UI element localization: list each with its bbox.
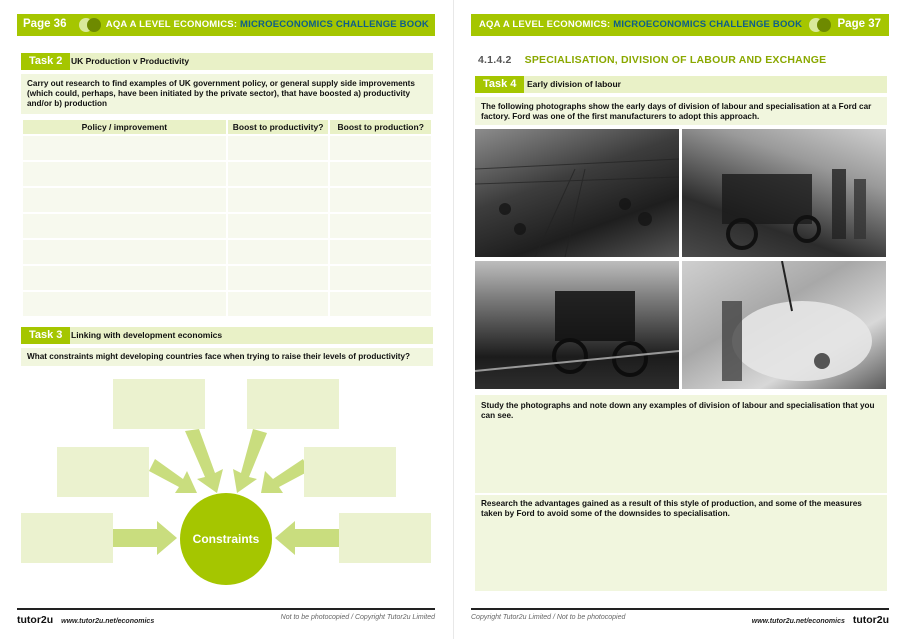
- task4-intro: The following photographs show the early days of division of labour and specialisation at a Ford car factory. Ford was one of the first manufacturers to adopt this approach.: [475, 97, 887, 125]
- page-header: [17, 14, 435, 36]
- table-cell[interactable]: [228, 188, 329, 212]
- left-page: [0, 0, 453, 639]
- task4-prompt-research: Research the advantages gained as a result of this style of production, and some of the measures taken by Ford to avoid some of the downsides to specialisation.: [475, 495, 887, 591]
- table-cell[interactable]: [330, 162, 431, 186]
- table-cell[interactable]: [330, 136, 431, 160]
- table-cell[interactable]: [23, 136, 226, 160]
- table-row: [23, 188, 431, 212]
- table-cell[interactable]: [23, 292, 226, 316]
- photo-graphic: [682, 261, 886, 389]
- table-cell[interactable]: [330, 188, 431, 212]
- constraint-box[interactable]: [247, 379, 339, 429]
- arrow-shape: [113, 521, 177, 555]
- photo-graphic: [682, 129, 886, 257]
- column-header-productivity: Boost to productivity?: [228, 120, 329, 134]
- footer-site[interactable]: www.tutor2u.net/economics: [751, 618, 845, 625]
- table-row: [23, 162, 431, 186]
- task2-bar: [21, 53, 433, 70]
- task2-tag: Task 2: [21, 53, 70, 70]
- photo-graphic: [475, 261, 679, 389]
- table-cell[interactable]: [228, 266, 329, 290]
- footer-notice: Not to be photocopied / Copyright Tutor2u Limited: [280, 614, 435, 621]
- footer-divider: [471, 608, 889, 610]
- task4-tag: Task 4: [475, 76, 524, 93]
- tutor2u-logo: tutor2u: [17, 614, 54, 626]
- tutor2u-logo: tutor2u: [852, 614, 889, 626]
- page-number: Page 36: [23, 18, 67, 30]
- table-row: [23, 292, 431, 316]
- table-cell[interactable]: [228, 214, 329, 238]
- book-title: AQA A LEVEL ECONOMICS: MICROECONOMICS CHALLENGE BOOK: [479, 19, 803, 30]
- table-cell[interactable]: [228, 136, 329, 160]
- arrow-shape: [149, 459, 197, 493]
- factory-photo-assembly-line: [475, 129, 679, 257]
- section-number: 4.1.4.2: [478, 54, 512, 66]
- constraint-box[interactable]: [339, 513, 431, 563]
- footer-right: [752, 614, 889, 626]
- column-header-policy: Policy / improvement: [23, 120, 226, 134]
- table-cell[interactable]: [330, 292, 431, 316]
- table-cell[interactable]: [23, 214, 226, 238]
- constraints-diagram: [17, 375, 435, 590]
- task2-title: UK Production v Productivity: [71, 56, 190, 66]
- factory-photo-body-assembly: [682, 261, 886, 389]
- task2-instructions: Carry out research to find examples of UK government policy, or general supply side improvements (which could, perhaps, have been initiated by the private sector), that have boosted a) productivity and/or b) production: [21, 74, 433, 114]
- constraints-circle: Constraints: [180, 493, 272, 585]
- table-cell[interactable]: [330, 214, 431, 238]
- factory-photo-car-chassis: [682, 129, 886, 257]
- table-cell[interactable]: [228, 240, 329, 264]
- constraint-box[interactable]: [57, 447, 149, 497]
- task3-bar: [21, 327, 433, 344]
- footer-site[interactable]: www.tutor2u.net/economics: [61, 618, 155, 625]
- table-row: [23, 266, 431, 290]
- table-cell[interactable]: [330, 240, 431, 264]
- table-row: [23, 240, 431, 264]
- task4-title: Early division of labour: [527, 79, 621, 89]
- constraint-box[interactable]: [21, 513, 113, 563]
- footer-notice: Copyright Tutor2u Limited / Not to be photocopied: [471, 614, 626, 621]
- table-cell[interactable]: [23, 162, 226, 186]
- task3-title: Linking with development economics: [71, 330, 223, 340]
- section-title: SPECIALISATION, DIVISION OF LABOUR AND EXCHANGE: [524, 54, 827, 66]
- factory-photo-model-t-line: [475, 261, 679, 389]
- task3-tag: Task 3: [21, 327, 70, 344]
- table-cell[interactable]: [228, 162, 329, 186]
- page-header: [471, 14, 889, 36]
- arrow-shape: [233, 429, 267, 493]
- decorative-circle-icon: [87, 18, 101, 32]
- photo-graphic: [475, 129, 679, 257]
- task3-question: What constraints might developing countries face when trying to raise their levels of productivity?: [21, 348, 433, 366]
- arrow-shape: [261, 459, 309, 493]
- task4-prompt-study: Study the photographs and note down any examples of division of labour and specialisation that you can see.: [475, 395, 887, 493]
- table-row: [23, 136, 431, 160]
- book-title: AQA A LEVEL ECONOMICS: MICROECONOMICS CHALLENGE BOOK: [105, 19, 429, 30]
- constraint-box[interactable]: [304, 447, 396, 497]
- footer-left: [17, 614, 154, 626]
- task4-bar: [475, 76, 887, 93]
- decorative-circle-icon: [817, 18, 831, 32]
- section-heading: [478, 54, 826, 66]
- page-number: Page 37: [837, 18, 881, 30]
- column-header-production: Boost to production?: [330, 120, 431, 134]
- footer-divider: [17, 608, 435, 610]
- table-cell[interactable]: [228, 292, 329, 316]
- production-table: [21, 118, 433, 318]
- table-row: [23, 214, 431, 238]
- table-cell[interactable]: [23, 266, 226, 290]
- table-cell[interactable]: [23, 188, 226, 212]
- table-cell[interactable]: [330, 266, 431, 290]
- arrow-shape: [275, 521, 339, 555]
- right-page: [454, 0, 907, 639]
- table-cell[interactable]: [23, 240, 226, 264]
- constraint-box[interactable]: [113, 379, 205, 429]
